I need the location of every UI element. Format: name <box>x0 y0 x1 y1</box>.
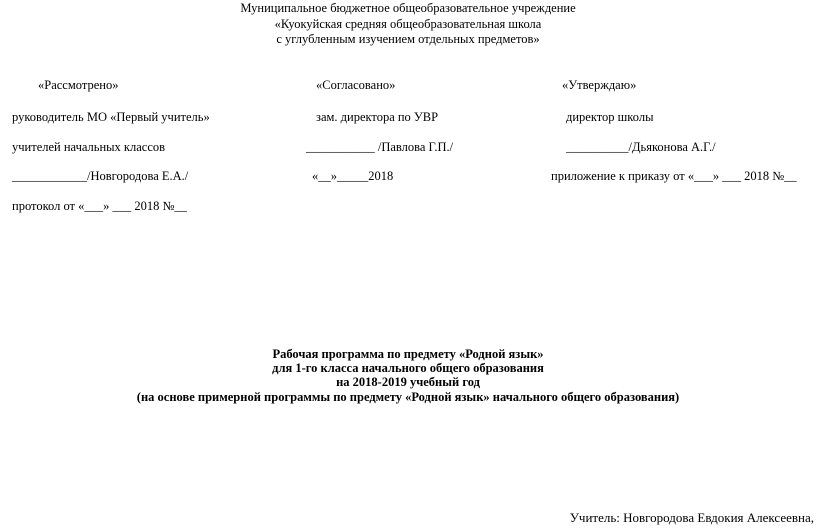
school-header <box>0 1 816 48</box>
title-line-4: (на основе примерной программы по предмету «Родной язык» начального общего образования) <box>136 389 680 404</box>
title-line-2: для 1-го класса начального общего образования <box>272 361 544 376</box>
agreed-date: «__»_____2018 <box>312 169 394 183</box>
considered-protocol: протокол от «___» ___ 2018 №__ <box>12 199 187 213</box>
approved-signature: __________/Дьяконова А.Г./ <box>566 140 716 154</box>
program-title <box>0 347 816 404</box>
header-line-2: «Куокуйская средняя общеобразовательная школа <box>274 16 542 31</box>
teacher-name: Учитель: Новгородова Евдокия Алексеевна, <box>569 510 814 525</box>
approved-order: приложение к приказу от «___» ___ 2018 №__ <box>551 169 797 183</box>
title-line-3: на 2018-2019 учебный год <box>336 375 480 390</box>
agreed-role: зам. директора по УВР <box>316 110 439 124</box>
agreed-heading: «Согласовано» <box>316 78 396 92</box>
title-line-1: Рабочая программа по предмету «Родной язык» <box>272 347 544 361</box>
approved-heading: «Утверждаю» <box>562 78 637 92</box>
considered-role-cont: учителей начальных классов <box>12 140 166 154</box>
considered-role: руководитель МО «Первый учитель» <box>12 110 210 124</box>
header-line-3: с углубленным изучением отдельных предметов» <box>276 32 540 46</box>
approved-role: директор школы <box>566 110 654 124</box>
considered-signature: ____________/Новгородова Е.А./ <box>12 169 189 183</box>
considered-heading: «Рассмотрено» <box>38 78 119 92</box>
agreed-signature: ___________ /Павлова Г.П./ <box>306 140 454 154</box>
header-line-1: Муниципальное бюджетное общеобразовательное учреждение <box>240 1 576 15</box>
